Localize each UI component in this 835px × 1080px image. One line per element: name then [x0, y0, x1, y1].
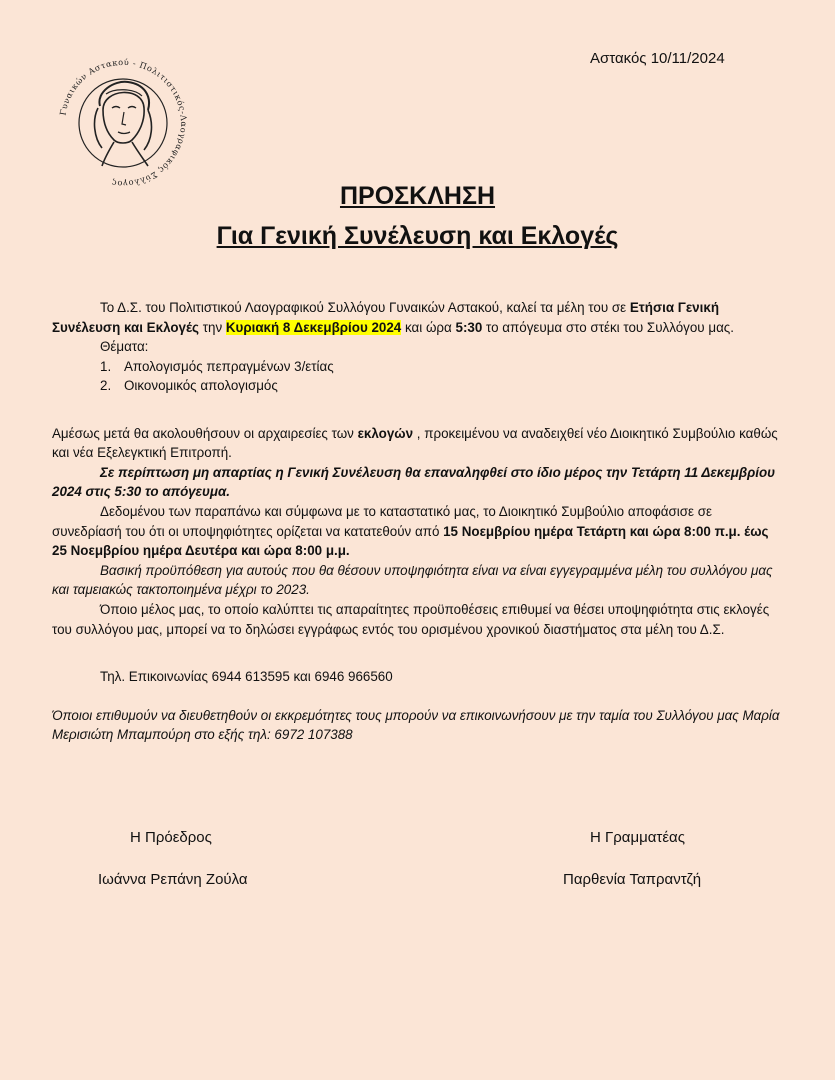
elections-text-c: , προκειμένου να αναδειχθεί νέο Διοικητικό Συμβούλιο καθώς και νέα Εξελεγκτική Επιτροπή. [52, 425, 778, 461]
list-item-text: Απολογισμός πεπραγμένων 3/ετίας [124, 358, 334, 374]
treasurer-text: Όποιοι επιθυμούν να διευθετηθούν οι εκκρεμότητες τους μπορούν να επικοινωνήσουν με την ταμία του Συλλόγου μας Μαρία Μερισιώτη Μπαμπούρη στο εξής τηλ: 6972 107388 [52, 707, 780, 743]
intro-text-g: το απόγευμα στο στέκι του Συλλόγου μας. [482, 319, 734, 335]
list-item-number: 2. [100, 378, 112, 394]
quorum-paragraph [52, 463, 784, 502]
svg-text:Γυναικών Αστακού - Πολιτιστι: Γυναικών Αστακού - Πολιτιστικός-Λαογραφικός Σύλλογος [57, 56, 190, 190]
invitation-body [52, 298, 784, 745]
contact-phones: Τηλ. Επικοινωνίας 6944 613595 και 6946 966560 [100, 668, 393, 684]
document-date: Αστακός 10/11/2024 [590, 50, 725, 67]
intro-text-c: την [198, 319, 226, 335]
list-item-number: 1. [100, 358, 112, 374]
elections-text-a: Αμέσως μετά θα ακολουθήσουν οι αρχαιρεσίες των [52, 425, 358, 441]
list-item [52, 357, 784, 377]
secretary-title: Η Γραμματέας [590, 829, 685, 846]
declaration-paragraph: Όποιο μέλος μας, το οποίο καλύπτει τις απαραίτητες προϋποθέσεις επιθυμεί να θέσει υποψηφιότητα στις εκλογές του συλλόγου μας, μπορεί να το δηλώσει εγγράφως εντός του ορισμένου χρονικού διαστήματος στα μέλη του Δ.Σ. [52, 601, 770, 637]
candidacy-period: 15 Νοεμβρίου ημέρα Τετάρτη και ώρα 8:00 π.μ. έως 25 Νοεμβρίου ημέρα Δευτέρα και ώρα 8:00 μ.μ. [52, 523, 769, 559]
requirement-text: Βασική προϋπόθεση για αυτούς που θα θέσουν υποψηφιότητα είναι να είναι εγγεγραμμένα μέλη του συλλόγου μας και ταμειακώς τακτοποιημένα μέχρι το 2023. [52, 562, 773, 598]
topics-list [52, 357, 784, 396]
page-subtitle: Για Γενική Συνέλευση και Εκλογές [216, 222, 619, 250]
meeting-time: 5:30 [455, 319, 483, 335]
intro-paragraph [52, 298, 784, 337]
elections-paragraph [52, 424, 784, 463]
requirement-paragraph [52, 561, 784, 600]
quorum-text: Σε περίπτωση μη απαρτίας η Γενική Συνέλευση θα επαναληφθεί στο ίδιο μέρος την Τετάρτη 11 Δεκεμβρίου 2024 στις 5:30 το απόγευμα. [52, 464, 776, 500]
intro-text-e: και ώρα [401, 319, 456, 335]
president-name: Ιωάννα Ρεπάνη Ζούλα [98, 871, 248, 888]
meeting-date-highlight: Κυριακή 8 Δεκεμβρίου 2024 [225, 319, 402, 335]
secretary-name: Παρθενία Ταπραντζή [563, 871, 702, 888]
candidacy-paragraph [52, 502, 784, 561]
elections-word: εκλογών [357, 425, 414, 441]
topics-label: Θέματα: [100, 339, 149, 355]
association-logo [48, 48, 198, 198]
intro-event: Ετήσια Γενική Συνέλευση και Εκλογές [52, 300, 719, 335]
president-title: Η Πρόεδρος [130, 829, 212, 846]
candidacy-text-a: Δεδομένου των παραπάνω και σύμφωνα με το καταστατικό μας, το Διοικητικό Συμβούλιο αποφάσισε σε συνεδρίασή του ότι οι υποψηφιότητες ορίζεται να κατατεθούν από [52, 503, 712, 539]
page-title: ΠΡΟΣΚΛΗΣΗ [339, 182, 496, 210]
intro-text-a: Το Δ.Σ. του Πολιτιστικού Λαογραφικού Συλλόγου Γυναικών Αστακού, καλεί τα μέλη του σε [100, 300, 630, 315]
list-item-text: Οικονομικός απολογισμός [124, 378, 278, 394]
treasurer-paragraph [52, 706, 784, 745]
list-item [52, 376, 784, 396]
logo-graphic [48, 48, 198, 198]
